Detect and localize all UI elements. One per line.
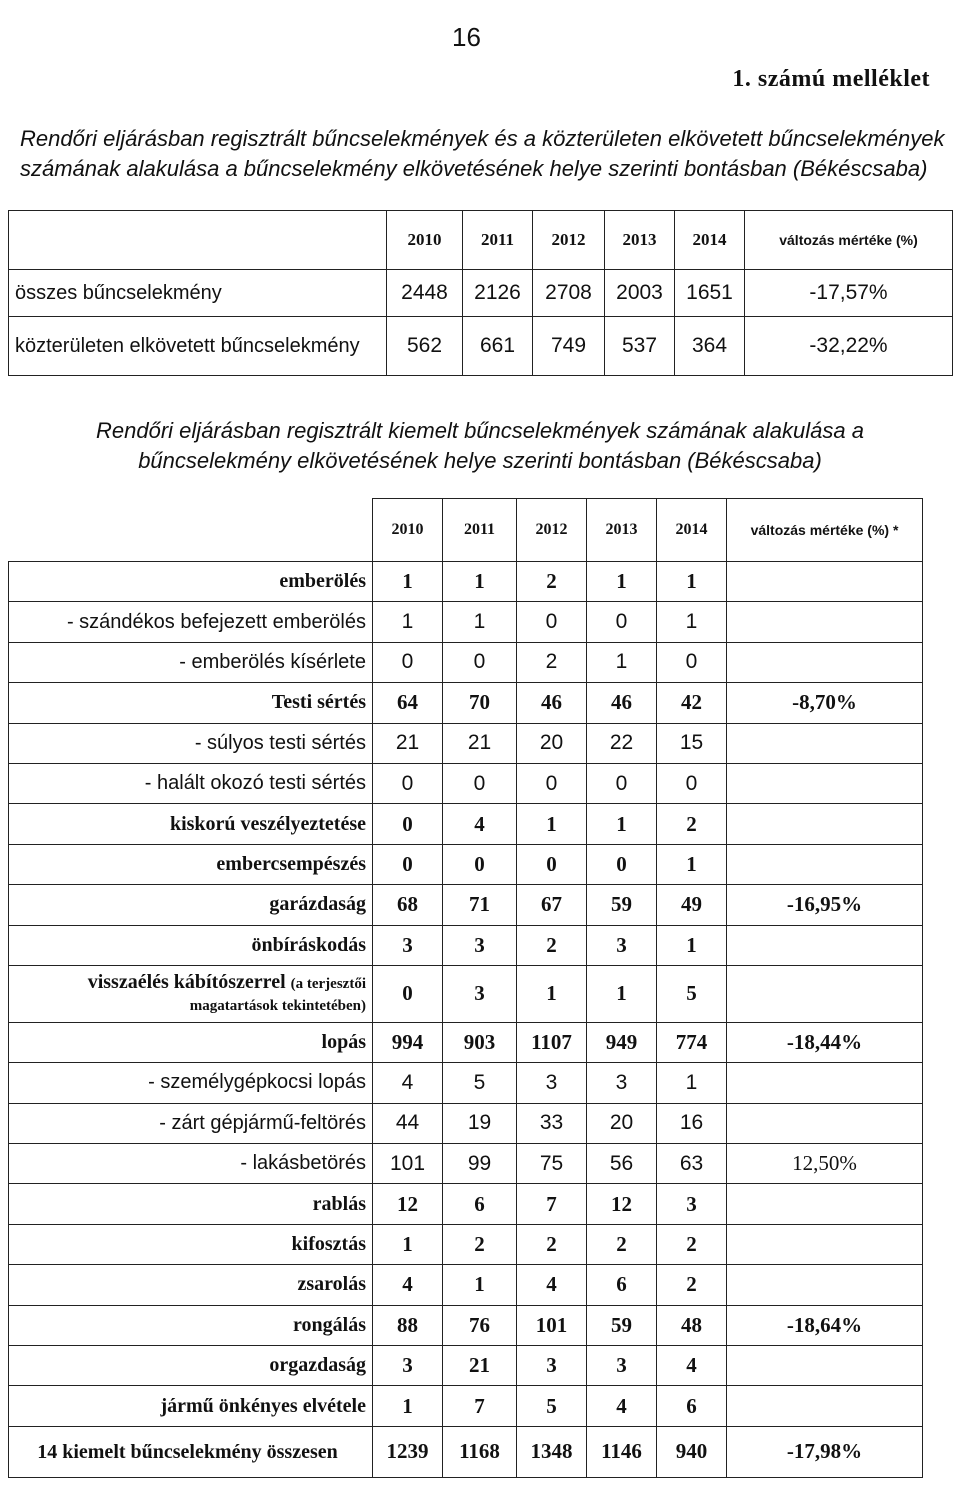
cell-value: 12 — [373, 1184, 443, 1224]
row-label: garázdaság — [9, 885, 373, 925]
change-value — [727, 1184, 923, 1224]
cell-value: 1 — [657, 1063, 727, 1103]
change-value: -18,64% — [727, 1305, 923, 1345]
cell-value: 0 — [373, 844, 443, 884]
cell-value: 4 — [373, 1265, 443, 1305]
cell-value: 1 — [587, 965, 657, 1022]
table-row — [9, 1265, 923, 1305]
cell-value: 1651 — [675, 270, 745, 317]
cell-value: 749 — [533, 317, 605, 376]
crime-totals-table — [8, 210, 953, 376]
cell-value: 364 — [675, 317, 745, 376]
annex-label: 1. számú melléklet — [732, 66, 930, 92]
table-row — [9, 642, 923, 682]
cell-value: 0 — [657, 763, 727, 803]
cell-value: 537 — [605, 317, 675, 376]
cell-value: 56 — [587, 1144, 657, 1184]
change-value — [727, 804, 923, 844]
table1-header-row — [9, 211, 953, 270]
change-value: -17,57% — [745, 270, 953, 317]
change-value — [727, 562, 923, 602]
row-label: kiskorú veszélyeztetése — [9, 804, 373, 844]
cell-value: 2 — [517, 562, 587, 602]
table-row — [9, 885, 923, 925]
cell-value: 101 — [517, 1305, 587, 1345]
cell-value: 0 — [373, 804, 443, 844]
cell-value: 2708 — [533, 270, 605, 317]
row-label: rablás — [9, 1184, 373, 1224]
cell-value: 562 — [387, 317, 463, 376]
cell-value: 1348 — [517, 1426, 587, 1477]
table-row — [9, 965, 923, 1022]
table1-year-header: 2014 — [675, 211, 745, 270]
change-value: -8,70% — [727, 683, 923, 723]
row-label: zsarolás — [9, 1265, 373, 1305]
cell-value: 0 — [443, 844, 517, 884]
row-label: orgazdaság — [9, 1346, 373, 1386]
cell-value: 2 — [517, 642, 587, 682]
table1-year-header: 2013 — [605, 211, 675, 270]
cell-value: 3 — [587, 925, 657, 965]
table-row — [9, 1426, 923, 1477]
table2-year-header: 2013 — [587, 499, 657, 562]
cell-value: 2 — [657, 1224, 727, 1264]
cell-value: 0 — [373, 763, 443, 803]
cell-value: 67 — [517, 885, 587, 925]
cell-value: 0 — [373, 965, 443, 1022]
cell-value: 16 — [657, 1103, 727, 1143]
cell-value: 0 — [517, 763, 587, 803]
cell-value: 1 — [373, 602, 443, 642]
change-value: -16,95% — [727, 885, 923, 925]
cell-value: 19 — [443, 1103, 517, 1143]
cell-value: 5 — [657, 965, 727, 1022]
table2-year-header: 2014 — [657, 499, 727, 562]
cell-value: 0 — [517, 844, 587, 884]
cell-value: 1 — [657, 844, 727, 884]
table-row — [9, 763, 923, 803]
table2-body — [9, 562, 923, 1478]
cell-value: 70 — [443, 683, 517, 723]
cell-value: 15 — [657, 723, 727, 763]
cell-value: 903 — [443, 1022, 517, 1062]
cell-value: 0 — [443, 642, 517, 682]
table2-year-header: 2010 — [373, 499, 443, 562]
change-value — [727, 1265, 923, 1305]
cell-value: 1 — [517, 804, 587, 844]
cell-value: 4 — [373, 1063, 443, 1103]
cell-value: 1 — [373, 1224, 443, 1264]
row-label: összes bűncselekmény — [9, 270, 387, 317]
row-label-main: visszaélés kábítószerrel — [87, 970, 286, 993]
row-label: Testi sértés — [9, 683, 373, 723]
row-label: lopás — [9, 1022, 373, 1062]
cell-value: 1239 — [373, 1426, 443, 1477]
row-label: jármű önkényes elvétele — [9, 1386, 373, 1426]
cell-value: 3 — [443, 965, 517, 1022]
row-label-note: (a terjesztői magatartások tekintetében) — [189, 975, 366, 1014]
row-label: 14 kiemelt bűncselekmény összesen — [9, 1426, 373, 1477]
row-label: kifosztás — [9, 1224, 373, 1264]
cell-value: 7 — [443, 1386, 517, 1426]
page-number: 16 — [452, 22, 481, 52]
cell-value: 4 — [587, 1386, 657, 1426]
table-row — [9, 723, 923, 763]
cell-value: 3 — [373, 925, 443, 965]
cell-value: 0 — [587, 602, 657, 642]
cell-value: 2 — [517, 1224, 587, 1264]
row-label: embercsempészés — [9, 844, 373, 884]
table1-year-header: 2010 — [387, 211, 463, 270]
table-row — [9, 1386, 923, 1426]
cell-value: 1 — [587, 562, 657, 602]
cell-value: 1 — [443, 562, 517, 602]
table2-header-row — [9, 499, 923, 562]
row-label: emberölés — [9, 562, 373, 602]
table-row — [9, 1305, 923, 1345]
cell-value: 46 — [587, 683, 657, 723]
cell-value: 49 — [657, 885, 727, 925]
change-value — [727, 1063, 923, 1103]
cell-value: 1 — [443, 1265, 517, 1305]
row-label: - zárt gépjármű-feltörés — [9, 1103, 373, 1143]
table-row — [9, 270, 953, 317]
table-row — [9, 925, 923, 965]
cell-value: 42 — [657, 683, 727, 723]
table1-change-header: változás mértéke (%) — [745, 211, 953, 270]
table1-caption: Rendőri eljárásban regisztrált bűncselekmények és a közterületen elkövetett bűncselekmények számának alakulása a bűncselekmény elkövetésének helye szerinti bontásban (Békéscsaba) — [20, 126, 945, 181]
cell-value: 2 — [587, 1224, 657, 1264]
cell-value: 20 — [517, 723, 587, 763]
cell-value: 88 — [373, 1305, 443, 1345]
cell-value: 2 — [657, 1265, 727, 1305]
table2-change-header: változás mértéke (%) * — [727, 499, 923, 562]
table2-year-header: 2011 — [443, 499, 517, 562]
cell-value: 994 — [373, 1022, 443, 1062]
cell-value: 0 — [657, 642, 727, 682]
cell-value: 949 — [587, 1022, 657, 1062]
cell-value: 7 — [517, 1184, 587, 1224]
row-label: közterületen elkövetett bűncselekmény — [9, 317, 387, 376]
highlighted-crimes-table — [8, 498, 923, 1478]
cell-value: 3 — [587, 1346, 657, 1386]
cell-value: 2126 — [463, 270, 533, 317]
cell-value: 2003 — [605, 270, 675, 317]
change-value — [727, 1224, 923, 1264]
cell-value: 1 — [373, 1386, 443, 1426]
table-row — [9, 602, 923, 642]
table-row — [9, 1063, 923, 1103]
cell-value: 0 — [373, 642, 443, 682]
row-label: - lakásbetörés — [9, 1144, 373, 1184]
cell-value: 3 — [517, 1063, 587, 1103]
cell-value: 59 — [587, 885, 657, 925]
row-label: - személygépkocsi lopás — [9, 1063, 373, 1103]
change-value — [727, 763, 923, 803]
cell-value: 68 — [373, 885, 443, 925]
cell-value: 1107 — [517, 1022, 587, 1062]
change-value — [727, 1103, 923, 1143]
cell-value: 0 — [587, 763, 657, 803]
change-value — [727, 1346, 923, 1386]
change-value — [727, 965, 923, 1022]
table-row — [9, 1184, 923, 1224]
table1-year-header: 2012 — [533, 211, 605, 270]
cell-value: 5 — [443, 1063, 517, 1103]
table2-caption: Rendőri eljárásban regisztrált kiemelt bűncselekmények számának alakulása a bűncselekmény elkövetésének helye szerinti bontásban (Békéscsaba) — [96, 418, 864, 473]
table-row — [9, 562, 923, 602]
cell-value: 1 — [587, 642, 657, 682]
table-row — [9, 804, 923, 844]
cell-value: 21 — [443, 723, 517, 763]
cell-value: 3 — [657, 1184, 727, 1224]
cell-value: 0 — [443, 763, 517, 803]
cell-value: 4 — [657, 1346, 727, 1386]
cell-value: 75 — [517, 1144, 587, 1184]
cell-value: 6 — [657, 1386, 727, 1426]
row-label: - halált okozó testi sértés — [9, 763, 373, 803]
table-row — [9, 1022, 923, 1062]
cell-value: 99 — [443, 1144, 517, 1184]
cell-value: 1 — [373, 562, 443, 602]
cell-value: 1 — [587, 804, 657, 844]
change-value — [727, 925, 923, 965]
row-label: önbíráskodás — [9, 925, 373, 965]
cell-value: 76 — [443, 1305, 517, 1345]
cell-value: 101 — [373, 1144, 443, 1184]
table-row — [9, 683, 923, 723]
table-row — [9, 1346, 923, 1386]
cell-value: 661 — [463, 317, 533, 376]
change-value: -32,22% — [745, 317, 953, 376]
cell-value: 0 — [587, 844, 657, 884]
cell-value: 774 — [657, 1022, 727, 1062]
cell-value: 63 — [657, 1144, 727, 1184]
row-label: - emberölés kísérlete — [9, 642, 373, 682]
change-value — [727, 642, 923, 682]
cell-value: 22 — [587, 723, 657, 763]
change-value — [727, 844, 923, 884]
cell-value: 1 — [657, 562, 727, 602]
table-row — [9, 1144, 923, 1184]
change-value — [727, 602, 923, 642]
change-value: -17,98% — [727, 1426, 923, 1477]
row-label — [9, 965, 373, 1022]
cell-value: 4 — [517, 1265, 587, 1305]
row-label: - szándékos befejezett emberölés — [9, 602, 373, 642]
table-row — [9, 1103, 923, 1143]
cell-value: 3 — [517, 1346, 587, 1386]
table2-corner-cell — [9, 499, 373, 562]
table-row — [9, 317, 953, 376]
change-value — [727, 1386, 923, 1426]
table2-year-header: 2012 — [517, 499, 587, 562]
cell-value: 1 — [657, 925, 727, 965]
cell-value: 3 — [373, 1346, 443, 1386]
cell-value: 20 — [587, 1103, 657, 1143]
change-value: -18,44% — [727, 1022, 923, 1062]
cell-value: 59 — [587, 1305, 657, 1345]
cell-value: 2 — [443, 1224, 517, 1264]
cell-value: 2 — [517, 925, 587, 965]
cell-value: 940 — [657, 1426, 727, 1477]
cell-value: 1 — [443, 602, 517, 642]
cell-value: 44 — [373, 1103, 443, 1143]
table1-year-header: 2011 — [463, 211, 533, 270]
cell-value: 21 — [443, 1346, 517, 1386]
cell-value: 2 — [657, 804, 727, 844]
table-row — [9, 844, 923, 884]
cell-value: 5 — [517, 1386, 587, 1426]
cell-value: 4 — [443, 804, 517, 844]
table1-corner-cell — [9, 211, 387, 270]
row-label: rongálás — [9, 1305, 373, 1345]
cell-value: 64 — [373, 683, 443, 723]
cell-value: 71 — [443, 885, 517, 925]
cell-value: 6 — [443, 1184, 517, 1224]
cell-value: 33 — [517, 1103, 587, 1143]
cell-value: 48 — [657, 1305, 727, 1345]
cell-value: 1 — [517, 965, 587, 1022]
cell-value: 3 — [587, 1063, 657, 1103]
table-row — [9, 1224, 923, 1264]
cell-value: 46 — [517, 683, 587, 723]
cell-value: 2448 — [387, 270, 463, 317]
cell-value: 21 — [373, 723, 443, 763]
cell-value: 1168 — [443, 1426, 517, 1477]
change-value: 12,50% — [727, 1144, 923, 1184]
cell-value: 6 — [587, 1265, 657, 1305]
cell-value: 1 — [657, 602, 727, 642]
row-label: - súlyos testi sértés — [9, 723, 373, 763]
cell-value: 0 — [517, 602, 587, 642]
cell-value: 1146 — [587, 1426, 657, 1477]
cell-value: 3 — [443, 925, 517, 965]
change-value — [727, 723, 923, 763]
cell-value: 12 — [587, 1184, 657, 1224]
